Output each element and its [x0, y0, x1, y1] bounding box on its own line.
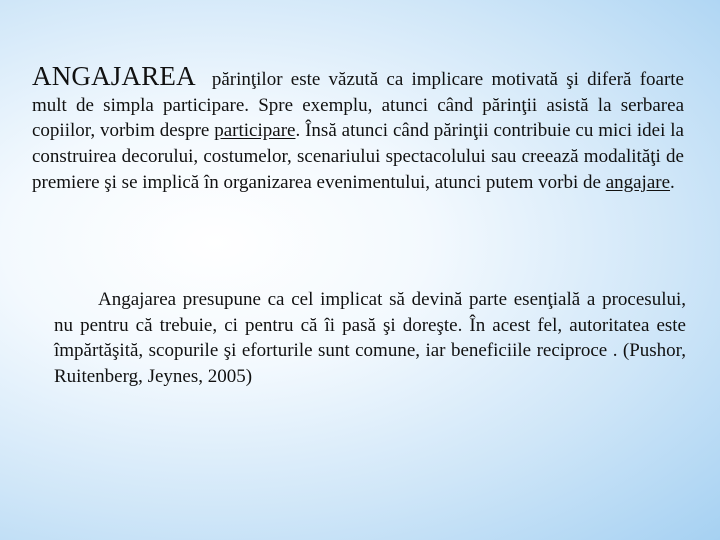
paragraph-definition [32, 61, 684, 196]
heading-word: ANGAJAREA [32, 61, 196, 91]
paragraph-citation: Angajarea presupune ca cel implicat să devină parte esenţială a procesului, nu pentru că trebuie, ci pentru că îi pasă şi doreşte. În acest fel, autoritatea este împărtăşită, scopurile şi eforturile sunt comune, iar beneficiile reciproce . (Pushor, Ruitenberg, Jeynes, 2005) [54, 289, 686, 388]
paragraph-text: . Însă atunci când părinţii contribuie cu mici idei la construirea decorului, costumelor, scenariului spectacolului sau creează modalităţi de premiere şi se implică în organizarea evenimentului, atunci putem vorbi de [32, 120, 684, 193]
paragraph-text: părinţilor este văzută ca implicare motivată şi diferă foarte mult de simpla participare. Spre exemplu, atunci când părinţii asistă la serbarea copiilor, vorbim despre [32, 69, 684, 142]
term-angajare: angajare [605, 171, 671, 193]
term-participare: participare [214, 120, 296, 142]
paragraph-end: . [670, 171, 675, 193]
